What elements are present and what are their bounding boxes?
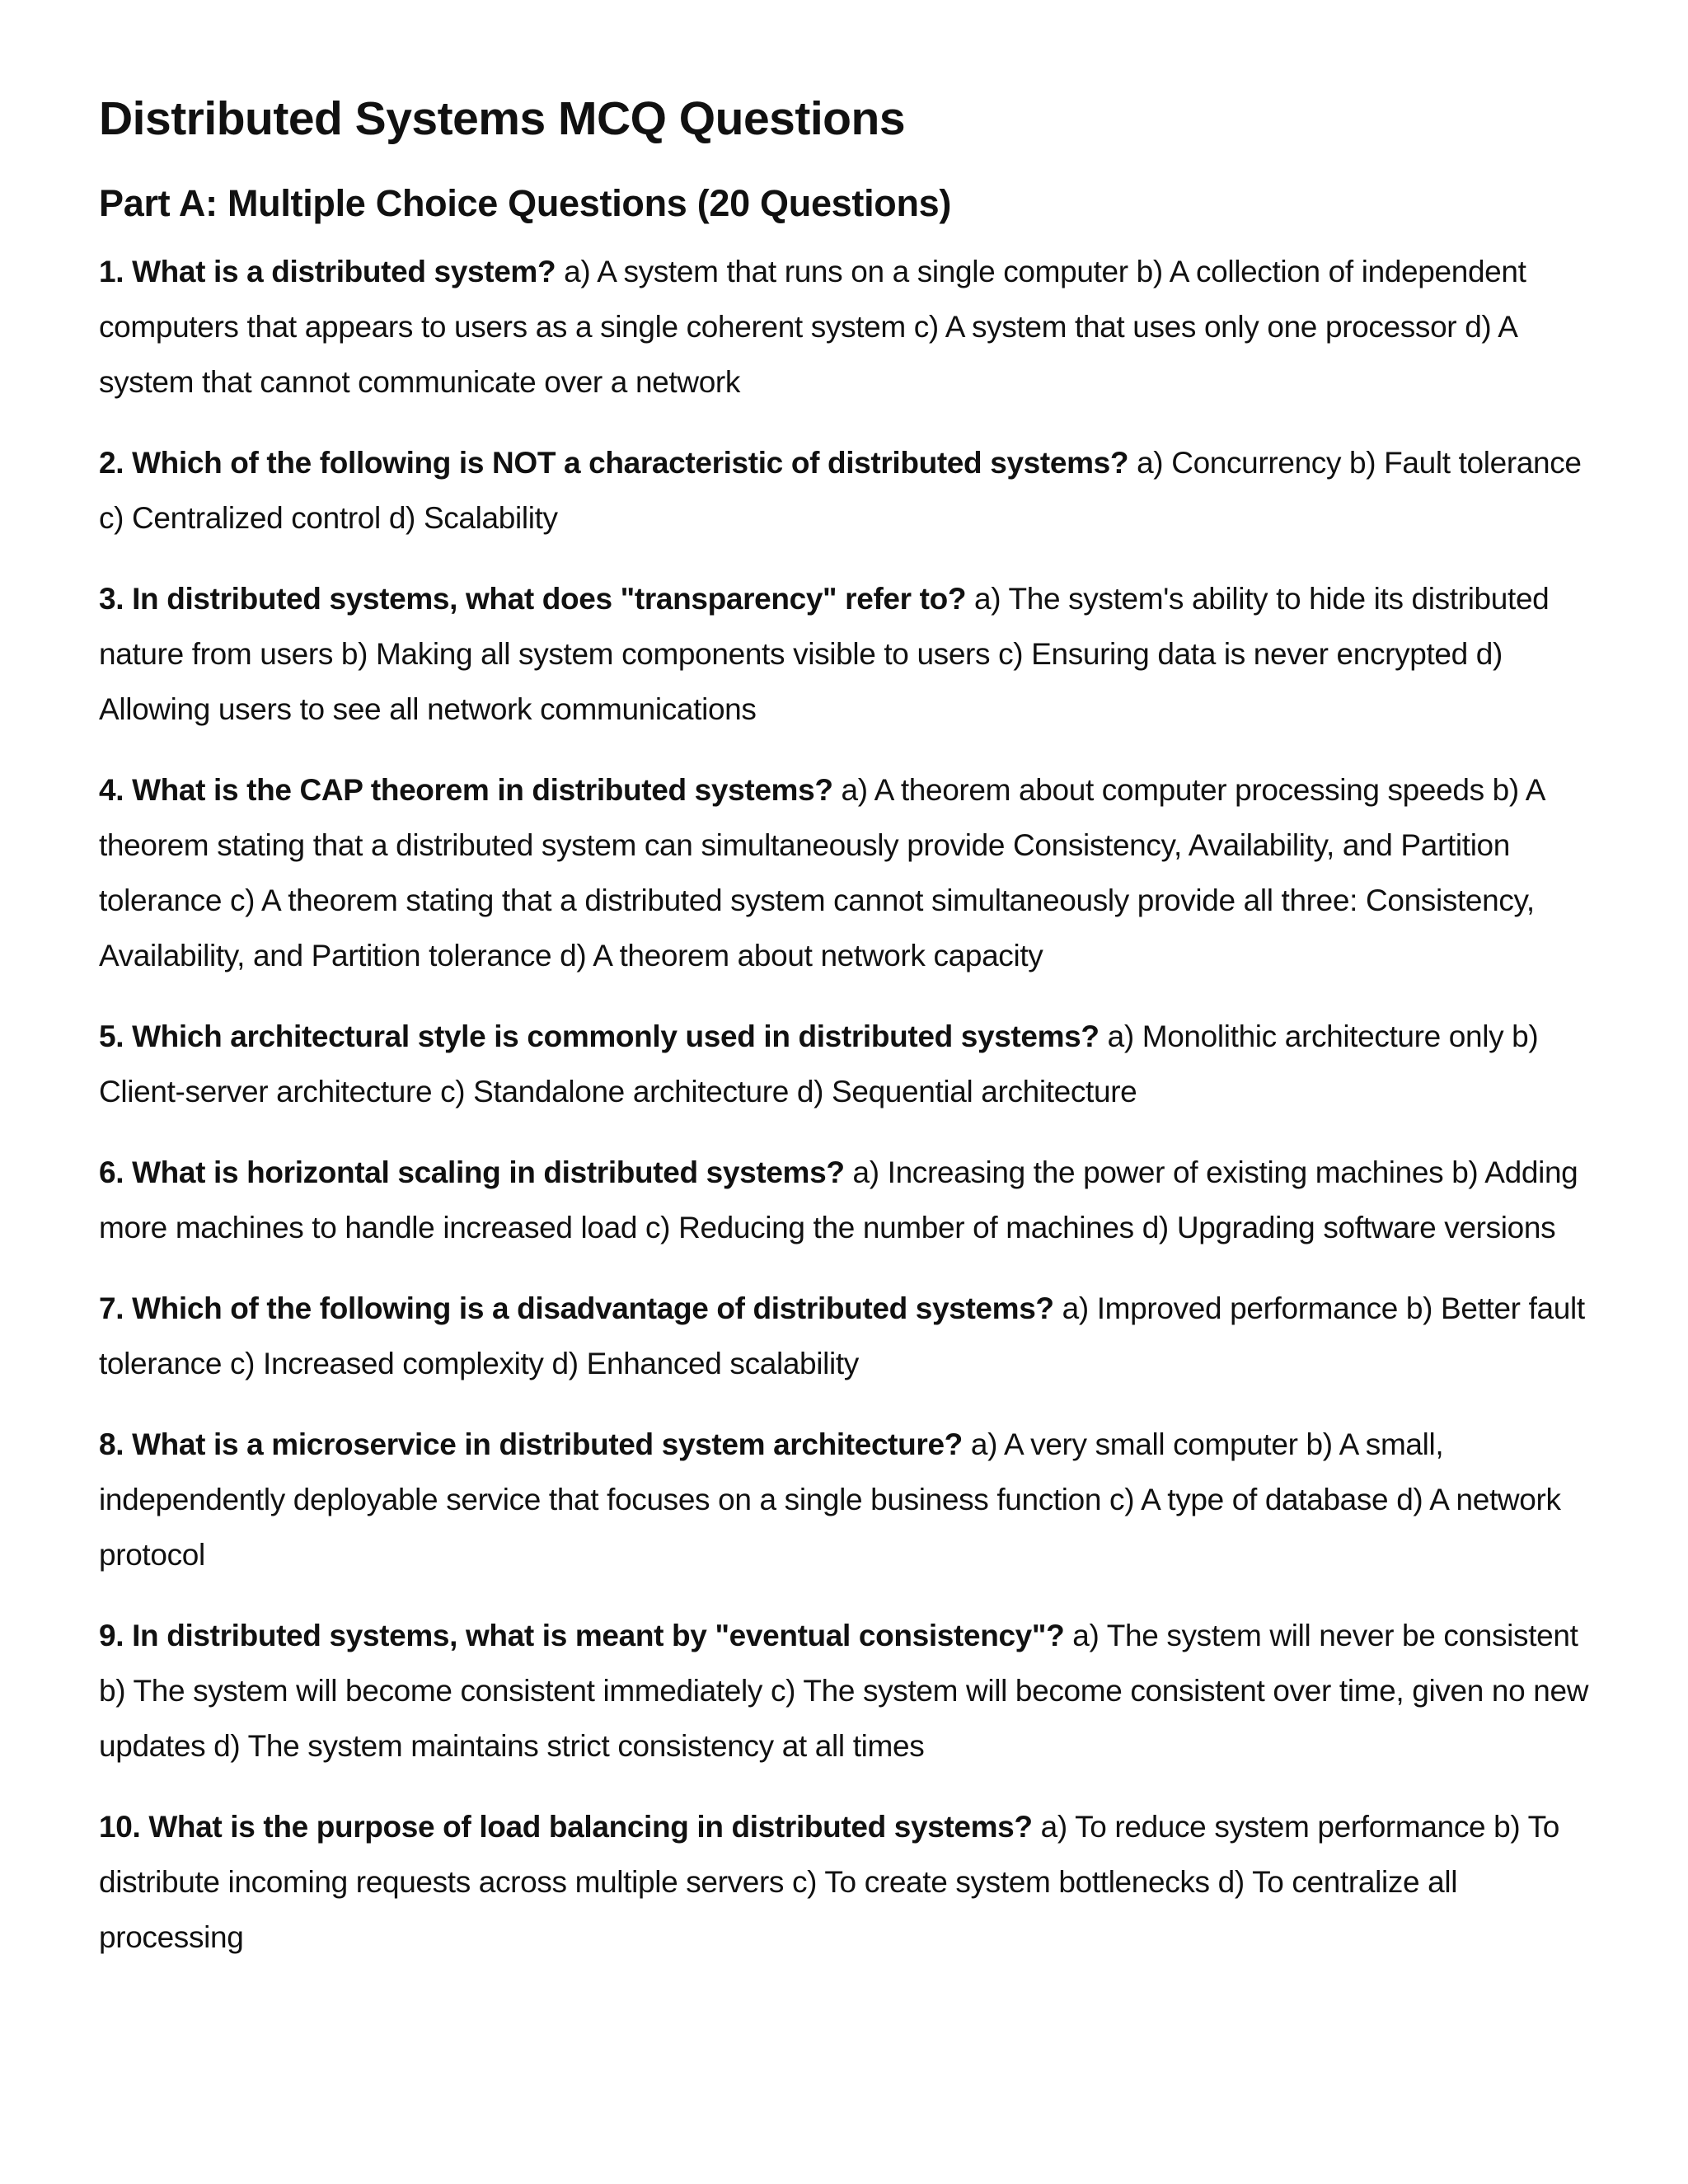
question-text: What is the CAP theorem in distributed systems? — [132, 773, 833, 808]
question-options: a) Concurrency b) Fault tolerance c) Centralized control d) Scalability — [99, 446, 1582, 536]
question-options: a) To reduce system performance b) To distribute incoming requests across multiple servers c) To create system bottlenecks d) To centralize all processing — [99, 1810, 1559, 1955]
question-text: What is a distributed system? — [132, 255, 556, 289]
question-item — [99, 244, 1591, 410]
question-text: In distributed systems, what is meant by "eventual consistency"? — [132, 1619, 1065, 1653]
question-number: 5. — [99, 1019, 124, 1054]
question-text: Which of the following is a disadvantage of distributed systems? — [132, 1291, 1054, 1326]
question-item — [99, 1281, 1591, 1391]
question-item — [99, 1417, 1591, 1582]
question-text: Which architectural style is commonly used in distributed systems? — [132, 1019, 1100, 1054]
question-item — [99, 1608, 1591, 1774]
question-item — [99, 1145, 1591, 1255]
question-number: 3. — [99, 582, 124, 616]
question-number: 1. — [99, 255, 124, 289]
page-title: Distributed Systems MCQ Questions — [99, 92, 906, 145]
question-options: a) The system will never be consistent b) The system will become consistent immediately c) The system will become consistent over time, given no new updates d) The system maintains strict consistency at all times — [99, 1619, 1589, 1764]
question-item — [99, 1009, 1591, 1119]
question-options: a) A system that runs on a single computer b) A collection of independent computers that appears to users as a single coherent system c) A system that uses only one processor d) A system that cannot communicate over a network — [99, 255, 1526, 400]
question-number: 4. — [99, 773, 124, 808]
question-text: Which of the following is NOT a characteristic of distributed systems? — [132, 446, 1129, 480]
question-options: a) Increasing the power of existing machines b) Adding more machines to handle increased load c) Reducing the number of machines d) Upgrading software versions — [99, 1155, 1578, 1245]
question-item — [99, 571, 1591, 737]
question-options: a) Improved performance b) Better fault tolerance c) Increased complexity d) Enhanced scalability — [99, 1291, 1585, 1381]
question-number: 7. — [99, 1291, 124, 1326]
question-options: a) The system's ability to hide its distributed nature from users b) Making all system components visible to users c) Ensuring data is never encrypted d) Allowing users to see all network communications — [99, 582, 1550, 727]
document-page — [99, 91, 1591, 1990]
question-number: 9. — [99, 1619, 124, 1653]
question-options: a) A very small computer b) A small, independently deployable service that focuses on a single business function c) A type of database d) A network protocol — [99, 1427, 1561, 1572]
question-number: 6. — [99, 1155, 124, 1190]
question-item — [99, 1799, 1591, 1965]
question-options: a) A theorem about computer processing speeds b) A theorem stating that a distributed system can simultaneously provide Consistency, Availability, and Partition tolerance c) A theorem stating that a distributed system cannot simultaneously provide all three: Consistency, Availability, and Partition tolerance d) A theorem about network capacity — [99, 773, 1545, 973]
question-item — [99, 762, 1591, 983]
question-text: In distributed systems, what does "transparency" refer to? — [132, 582, 967, 616]
question-number: 8. — [99, 1427, 124, 1462]
question-item — [99, 435, 1591, 546]
question-text: What is the purpose of load balancing in distributed systems? — [148, 1810, 1033, 1844]
question-number: 2. — [99, 446, 124, 480]
question-list — [99, 244, 1591, 1965]
question-text: What is horizontal scaling in distributed systems? — [132, 1155, 845, 1190]
section-title: Part A: Multiple Choice Questions (20 Questions) — [99, 182, 952, 225]
question-number: 10. — [99, 1810, 141, 1844]
question-options: a) Monolithic architecture only b) Client-server architecture c) Standalone architecture d) Sequential architecture — [99, 1019, 1539, 1109]
question-text: What is a microservice in distributed system architecture? — [132, 1427, 963, 1462]
